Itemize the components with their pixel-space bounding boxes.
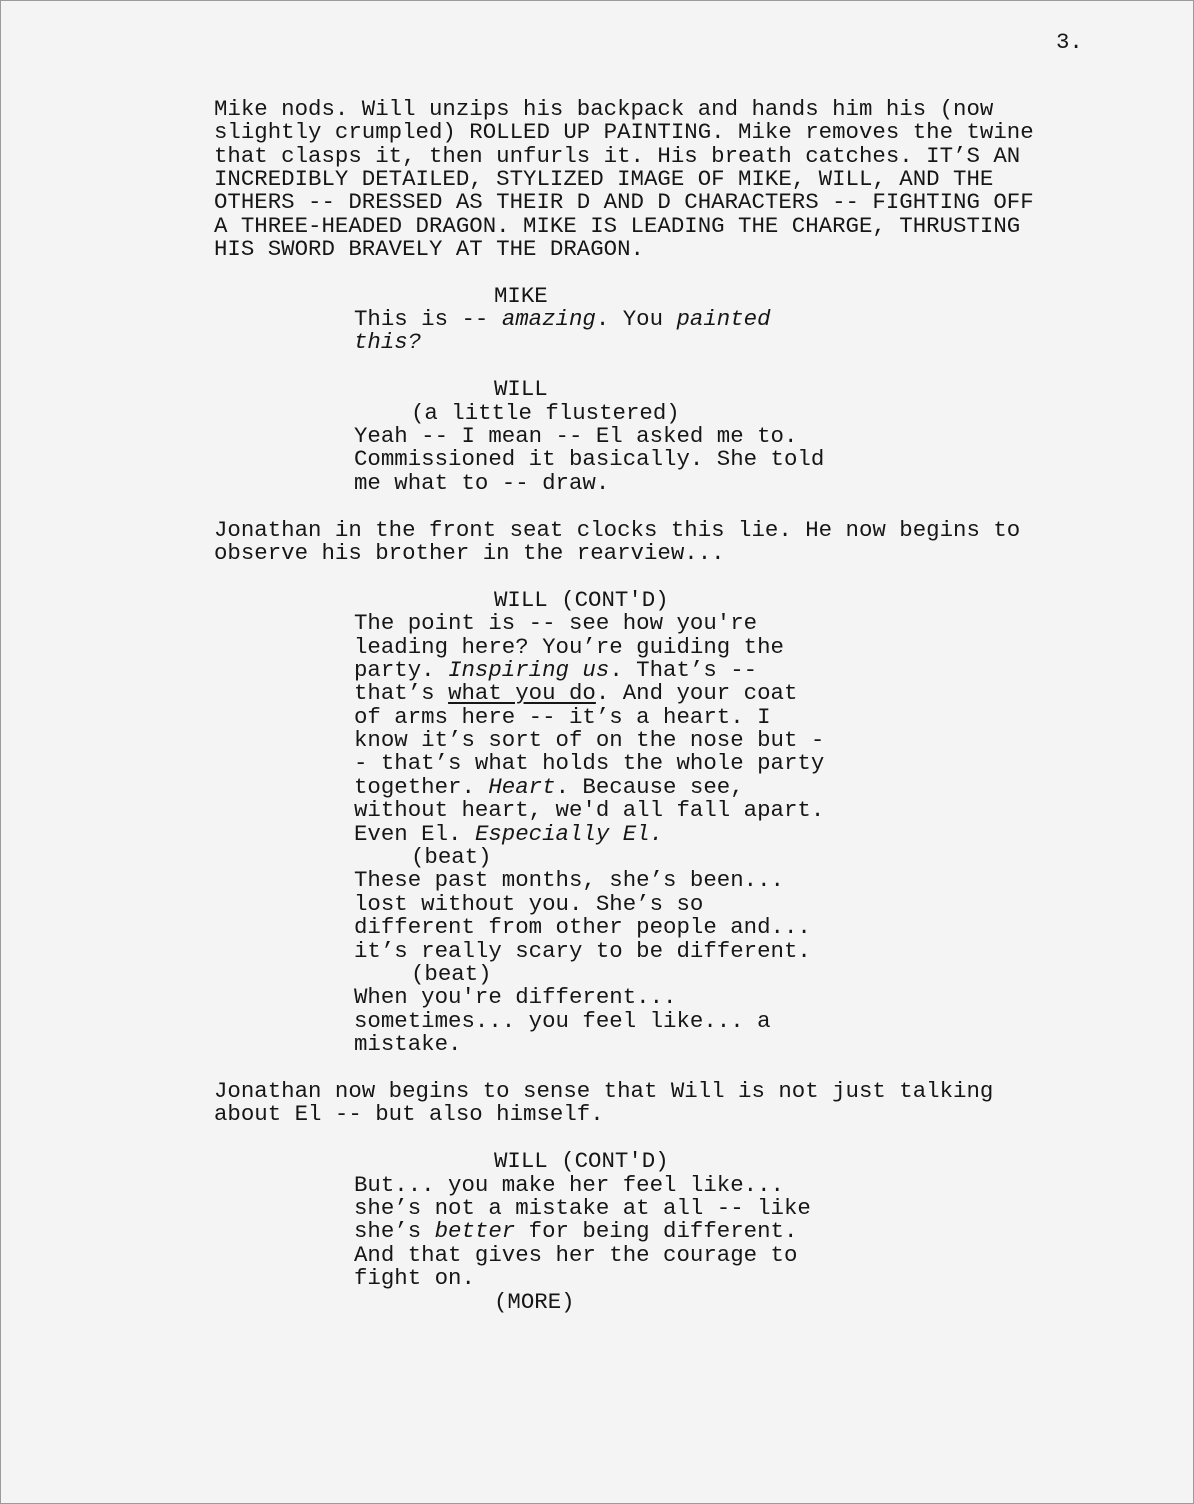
action-line: Mike nods. Will unzips his backpack and hands him his (now xyxy=(214,96,994,122)
dialogue-line: mistake. xyxy=(354,1031,462,1057)
action-line: slightly crumpled) ROLLED UP PAINTING. Mike removes the twine xyxy=(214,119,1034,145)
dialogue-line xyxy=(354,682,797,705)
emphasis-text: Heart xyxy=(488,774,556,800)
action-line: HIS SWORD BRAVELY AT THE DRAGON. xyxy=(214,236,644,262)
dialogue-line: But... you make her feel like... xyxy=(354,1172,784,1198)
dialogue-line: know it’s sort of on the nose but - xyxy=(354,727,825,753)
dialogue-line: lost without you. She’s so xyxy=(354,891,704,917)
action-line: Jonathan now begins to sense that Will is not just talking xyxy=(214,1078,994,1104)
dialogue-text: party. xyxy=(354,657,449,683)
emphasis-text: Especially El. xyxy=(474,821,664,847)
action-line: OTHERS -- DRESSED AS THEIR D AND D CHARACTERS -- FIGHTING OFF xyxy=(214,189,1034,215)
dialogue-line: me what to -- draw. xyxy=(354,470,610,496)
action-line: A THREE-HEADED DRAGON. MIKE IS LEADING THE CHARGE, THRUSTING xyxy=(214,213,1021,239)
emphasis-text: amazing xyxy=(501,306,596,332)
dialogue-line: Commissioned it basically. She told xyxy=(354,446,825,472)
action-line: that clasps it, then unfurls it. His breath catches. IT’S AN xyxy=(214,143,1021,169)
page-number: 3. xyxy=(1056,29,1083,55)
dialogue-text: This is -- xyxy=(354,306,502,332)
more-marker: (MORE) xyxy=(494,1289,575,1315)
dialogue-line: These past months, she’s been... xyxy=(354,867,784,893)
dialogue-line: without heart, we'd all fall apart. xyxy=(354,797,825,823)
dialogue-line: The point is -- see how you're xyxy=(354,610,758,636)
action-line: about El -- but also himself. xyxy=(214,1101,604,1127)
dialogue-line xyxy=(354,659,757,682)
parenthetical: (beat) xyxy=(411,961,492,987)
dialogue-line xyxy=(354,308,771,331)
character-cue: MIKE xyxy=(494,283,548,309)
dialogue-text: . And your coat xyxy=(595,680,798,706)
dialogue-line: leading here? You’re guiding the xyxy=(354,634,784,660)
character-cue: WILL xyxy=(494,376,548,402)
emphasis-text: better xyxy=(434,1218,516,1244)
dialogue-text: . You xyxy=(595,306,677,332)
action-line: INCREDIBLY DETAILED, STYLIZED IMAGE OF MIKE, WILL, AND THE xyxy=(214,166,994,192)
dialogue-text: that’s xyxy=(354,680,449,706)
dialogue-line: of arms here -- it’s a heart. I xyxy=(354,704,771,730)
dialogue-text: for being different. xyxy=(515,1218,798,1244)
dialogue-line: sometimes... you feel like... a xyxy=(354,1008,771,1034)
dialogue-line: Yeah -- I mean -- El asked me to. xyxy=(354,423,798,449)
parenthetical: (a little flustered) xyxy=(411,400,680,426)
underlined-text: what you do xyxy=(448,680,596,706)
dialogue-line xyxy=(354,1220,797,1243)
emphasis-text: this? xyxy=(354,329,422,355)
emphasis-text: painted xyxy=(676,306,771,332)
dialogue-line: fight on. xyxy=(354,1265,475,1291)
emphasis-text: Inspiring us xyxy=(448,657,610,683)
action-line: Jonathan in the front seat clocks this lie. He now begins to xyxy=(214,517,1021,543)
character-cue: WILL (CONT'D) xyxy=(494,587,669,613)
dialogue-line: different from other people and... xyxy=(354,914,811,940)
dialogue-line xyxy=(354,823,663,846)
parenthetical: (beat) xyxy=(411,844,492,870)
dialogue-text: together. xyxy=(354,774,489,800)
dialogue-text: she’s xyxy=(354,1218,435,1244)
dialogue-line xyxy=(354,776,744,799)
dialogue-text: Even El. xyxy=(354,821,475,847)
dialogue-text: . Because see, xyxy=(555,774,744,800)
character-cue: WILL (CONT'D) xyxy=(494,1148,669,1174)
dialogue-line: it’s really scary to be different. xyxy=(354,938,811,964)
dialogue-line: When you're different... xyxy=(354,984,677,1010)
dialogue-line: And that gives her the courage to xyxy=(354,1242,798,1268)
action-line: observe his brother in the rearview... xyxy=(214,540,725,566)
dialogue-line: she’s not a mistake at all -- like xyxy=(354,1195,811,1221)
dialogue-line: - that’s what holds the whole party xyxy=(354,750,825,776)
dialogue-text: . That’s -- xyxy=(609,657,758,683)
dialogue-line xyxy=(354,331,421,354)
